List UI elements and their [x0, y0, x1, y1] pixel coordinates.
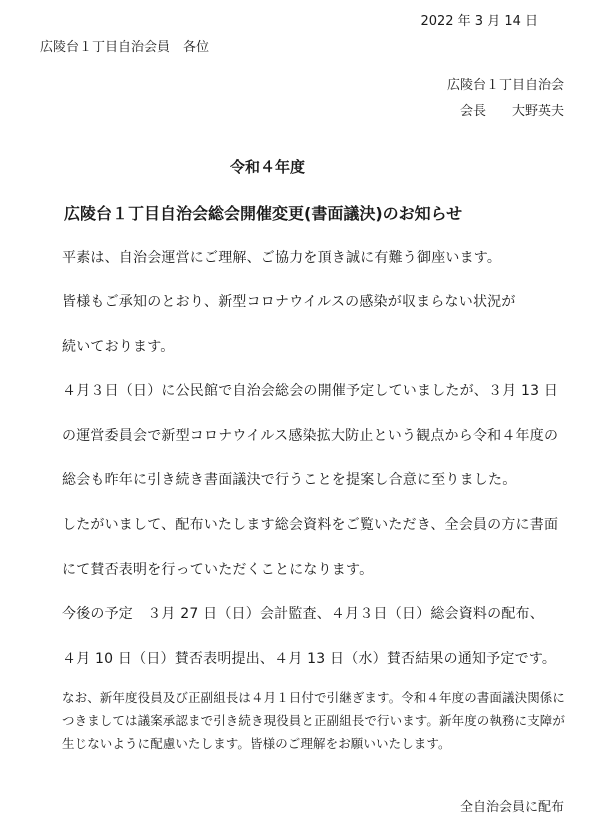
paragraph-1-line-1: 皆様もご承知のとおり、新型コロナウイルスの感染が収まらない状況が: [62, 294, 516, 310]
distribution-note: 全自治会員に配布: [459, 800, 564, 815]
note-line-3: 生じないように配慮いたします。皆様のご理解をお願いいたします。: [62, 736, 451, 751]
sender-organization: 広陵台１丁目自治会: [446, 78, 564, 93]
schedule-line-1: 今後の予定 ３月 27 日（日）会計監査、４月３日（日）総会資料の配布、: [62, 606, 544, 622]
document-main-title: 広陵台１丁目自治会総会開催変更(書面議決)のお知らせ: [64, 204, 463, 223]
document-year-title: 令和４年度: [230, 158, 306, 176]
paragraph-3-line-2: にて賛否表明を行っていただくことになります。: [62, 562, 374, 578]
sender-name: 会長 大野英夫: [459, 104, 564, 119]
paragraph-2-line-2: の運営委員会で新型コロナウイルス感染拡大防止という観点から令和４年度の: [62, 428, 559, 444]
addressee: 広陵台１丁目自治会員 各位: [40, 40, 210, 55]
paragraph-3-line-1: したがいまして、配布いたします総会資料をご覧いただき、全会員の方に書面: [62, 517, 559, 533]
greeting-line: 平素は、自治会運営にご理解、ご協力を頂き誠に有難う御座います。: [62, 250, 502, 266]
document-date: 2022 年 3 月 14 日: [420, 14, 538, 29]
paragraph-2-line-3: 総会も昨年に引き続き書面議決で行うことを提案し合意に至りました。: [62, 472, 517, 488]
paragraph-2-line-1: ４月３日（日）に公民館で自治会総会の開催予定していましたが、３月 13 日: [62, 383, 559, 399]
schedule-line-2: ４月 10 日（日）賛否表明提出、４月 13 日（水）賛否結果の通知予定です。: [62, 651, 557, 667]
note-line-2: つきましては議案承認まで引き続き現役員と正副組長で行います。新年度の執務に支障が: [62, 713, 566, 728]
note-line-1: なお、新年度役員及び正副組長は４月１日付で引継ぎます。令和４年度の書面議決関係に: [62, 690, 566, 705]
paragraph-1-line-2: 続いております。: [62, 339, 175, 355]
